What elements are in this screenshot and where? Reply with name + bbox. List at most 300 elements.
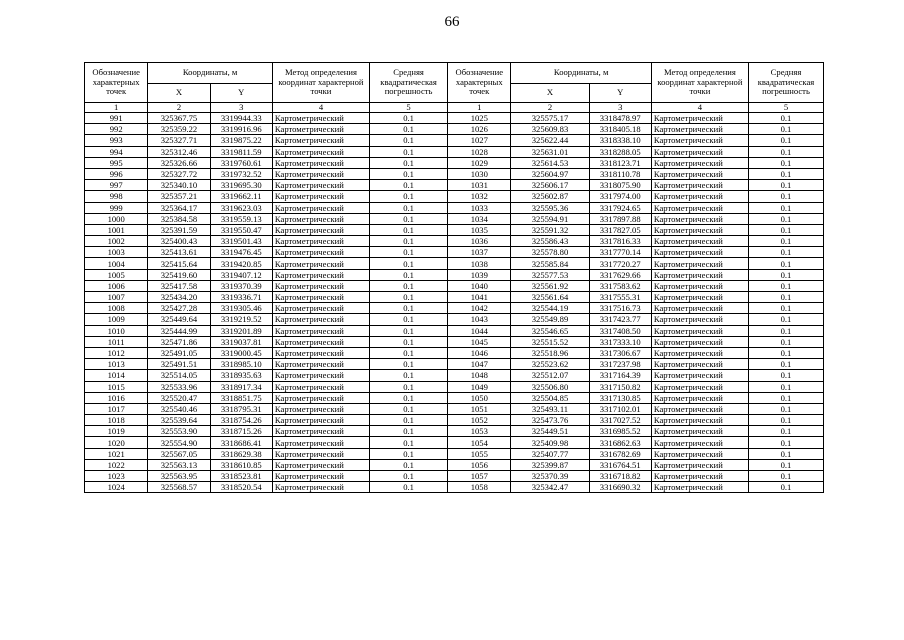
left-x-coordinate: 325326.66 [148, 157, 210, 168]
left-x-coordinate: 325553.90 [148, 426, 210, 437]
right-x-coordinate: 325606.17 [511, 180, 589, 191]
left-x-coordinate: 325419.60 [148, 269, 210, 280]
left-point-id: 995 [85, 157, 148, 168]
left-error: 0.1 [370, 381, 448, 392]
left-point-id: 1007 [85, 292, 148, 303]
table-row [85, 292, 824, 303]
right-error: 0.1 [748, 124, 823, 135]
right-y-coordinate: 3316764.51 [589, 459, 651, 470]
right-y-coordinate: 3317237.98 [589, 359, 651, 370]
left-point-id: 1024 [85, 482, 148, 493]
right-method: Картометрический [651, 124, 748, 135]
left-point-id: 1019 [85, 426, 148, 437]
left-y-coordinate: 3319370.39 [210, 280, 272, 291]
right-error: 0.1 [748, 336, 823, 347]
table-row [85, 314, 824, 325]
col-number: 5 [370, 103, 448, 113]
left-point-id: 1011 [85, 336, 148, 347]
left-method: Картометрический [272, 146, 369, 157]
left-error: 0.1 [370, 392, 448, 403]
right-point-id: 1045 [448, 336, 511, 347]
right-y-coordinate: 3317150.82 [589, 381, 651, 392]
left-y-coordinate: 3319219.52 [210, 314, 272, 325]
table-row [85, 347, 824, 358]
left-y-coordinate: 3318985.10 [210, 359, 272, 370]
right-point-id: 1025 [448, 113, 511, 124]
right-x-coordinate: 325515.52 [511, 336, 589, 347]
right-point-id: 1044 [448, 325, 511, 336]
left-x-coordinate: 325514.05 [148, 370, 210, 381]
left-point-id: 1010 [85, 325, 148, 336]
left-x-coordinate: 325359.22 [148, 124, 210, 135]
left-point-id: 997 [85, 180, 148, 191]
left-method: Картометрический [272, 180, 369, 191]
right-method: Картометрический [651, 359, 748, 370]
table-row [85, 157, 824, 168]
right-y-coordinate: 3316690.32 [589, 482, 651, 493]
right-x-coordinate: 325578.80 [511, 247, 589, 258]
right-point-id: 1053 [448, 426, 511, 437]
left-point-id: 1002 [85, 236, 148, 247]
left-x-coordinate: 325367.75 [148, 113, 210, 124]
right-error: 0.1 [748, 213, 823, 224]
left-y-coordinate: 3319201.89 [210, 325, 272, 336]
right-point-id: 1031 [448, 180, 511, 191]
left-x-coordinate: 325563.13 [148, 459, 210, 470]
table-row [85, 370, 824, 381]
left-point-id: 1005 [85, 269, 148, 280]
left-y-coordinate: 3319732.52 [210, 168, 272, 179]
right-y-coordinate: 3316782.69 [589, 448, 651, 459]
table-row [85, 247, 824, 258]
right-method: Картометрический [651, 247, 748, 258]
table-row [85, 336, 824, 347]
left-error: 0.1 [370, 258, 448, 269]
right-method: Картометрический [651, 113, 748, 124]
left-y-coordinate: 3319336.71 [210, 292, 272, 303]
left-x-coordinate: 325364.17 [148, 202, 210, 213]
right-point-id: 1049 [448, 381, 511, 392]
left-y-coordinate: 3318629.38 [210, 448, 272, 459]
right-point-id: 1027 [448, 135, 511, 146]
left-x-coordinate: 325340.10 [148, 180, 210, 191]
right-error: 0.1 [748, 269, 823, 280]
right-method: Картометрический [651, 236, 748, 247]
right-error: 0.1 [748, 471, 823, 482]
left-x-coordinate: 325434.20 [148, 292, 210, 303]
left-y-coordinate: 3319760.61 [210, 157, 272, 168]
left-method: Картометрический [272, 280, 369, 291]
left-y-coordinate: 3319000.45 [210, 347, 272, 358]
left-y-coordinate: 3319037.81 [210, 336, 272, 347]
left-method: Картометрический [272, 269, 369, 280]
table-row [85, 258, 824, 269]
right-point-id: 1033 [448, 202, 511, 213]
table-row [85, 113, 824, 124]
right-error: 0.1 [748, 191, 823, 202]
header-error-left: Средняя квадратическая погрешность [370, 63, 448, 103]
left-y-coordinate: 3318686.41 [210, 437, 272, 448]
right-y-coordinate: 3316985.52 [589, 426, 651, 437]
right-point-id: 1048 [448, 370, 511, 381]
right-error: 0.1 [748, 135, 823, 146]
right-method: Картометрический [651, 448, 748, 459]
left-method: Картометрический [272, 224, 369, 235]
left-error: 0.1 [370, 124, 448, 135]
left-method: Картометрический [272, 247, 369, 258]
left-method: Картометрический [272, 303, 369, 314]
left-method: Картометрический [272, 426, 369, 437]
right-method: Картометрический [651, 168, 748, 179]
left-error: 0.1 [370, 448, 448, 459]
right-x-coordinate: 325342.47 [511, 482, 589, 493]
header-method-left: Метод определения координат характерной точки [272, 63, 369, 103]
right-y-coordinate: 3318338.10 [589, 135, 651, 146]
col-number: 3 [589, 103, 651, 113]
left-method: Картометрический [272, 135, 369, 146]
right-point-id: 1026 [448, 124, 511, 135]
right-error: 0.1 [748, 426, 823, 437]
right-method: Картометрический [651, 459, 748, 470]
right-y-coordinate: 3317583.62 [589, 280, 651, 291]
right-method: Картометрический [651, 381, 748, 392]
left-y-coordinate: 3319550.47 [210, 224, 272, 235]
left-point-id: 1009 [85, 314, 148, 325]
left-error: 0.1 [370, 135, 448, 146]
left-method: Картометрический [272, 459, 369, 470]
left-error: 0.1 [370, 459, 448, 470]
left-x-coordinate: 325417.58 [148, 280, 210, 291]
right-error: 0.1 [748, 325, 823, 336]
right-y-coordinate: 3318288.05 [589, 146, 651, 157]
left-x-coordinate: 325491.51 [148, 359, 210, 370]
right-method: Картометрический [651, 280, 748, 291]
right-y-coordinate: 3318405.18 [589, 124, 651, 135]
right-method: Картометрический [651, 336, 748, 347]
header-y-right: Y [589, 84, 651, 103]
right-error: 0.1 [748, 347, 823, 358]
left-y-coordinate: 3318715.26 [210, 426, 272, 437]
right-error: 0.1 [748, 247, 823, 258]
table-row [85, 482, 824, 493]
left-x-coordinate: 325520.47 [148, 392, 210, 403]
left-method: Картометрический [272, 325, 369, 336]
right-y-coordinate: 3317555.31 [589, 292, 651, 303]
left-y-coordinate: 3319305.46 [210, 303, 272, 314]
left-error: 0.1 [370, 213, 448, 224]
table-row [85, 459, 824, 470]
right-x-coordinate: 325561.92 [511, 280, 589, 291]
right-point-id: 1037 [448, 247, 511, 258]
right-error: 0.1 [748, 482, 823, 493]
left-method: Картометрический [272, 113, 369, 124]
table-row [85, 269, 824, 280]
header-x-left: X [148, 84, 210, 103]
left-point-id: 1023 [85, 471, 148, 482]
header-error-right: Средняя квадратическая погрешность [748, 63, 823, 103]
coordinates-table [84, 62, 824, 493]
right-y-coordinate: 3318478.97 [589, 113, 651, 124]
left-x-coordinate: 325312.46 [148, 146, 210, 157]
left-x-coordinate: 325563.95 [148, 471, 210, 482]
right-method: Картометрический [651, 157, 748, 168]
right-y-coordinate: 3317720.27 [589, 258, 651, 269]
right-error: 0.1 [748, 448, 823, 459]
left-y-coordinate: 3319623.03 [210, 202, 272, 213]
right-x-coordinate: 325409.98 [511, 437, 589, 448]
right-y-coordinate: 3317423.77 [589, 314, 651, 325]
left-point-id: 991 [85, 113, 148, 124]
right-x-coordinate: 325604.97 [511, 168, 589, 179]
right-x-coordinate: 325546.65 [511, 325, 589, 336]
right-method: Картометрический [651, 392, 748, 403]
left-error: 0.1 [370, 236, 448, 247]
table-row [85, 381, 824, 392]
left-point-id: 1013 [85, 359, 148, 370]
left-x-coordinate: 325449.64 [148, 314, 210, 325]
right-x-coordinate: 325512.07 [511, 370, 589, 381]
left-point-id: 1018 [85, 415, 148, 426]
left-error: 0.1 [370, 269, 448, 280]
right-x-coordinate: 325609.83 [511, 124, 589, 135]
left-method: Картометрический [272, 336, 369, 347]
right-y-coordinate: 3317102.01 [589, 403, 651, 414]
right-error: 0.1 [748, 359, 823, 370]
header-method-right: Метод определения координат характерной точки [651, 63, 748, 103]
left-point-id: 998 [85, 191, 148, 202]
right-method: Картометрический [651, 471, 748, 482]
left-y-coordinate: 3318851.75 [210, 392, 272, 403]
left-error: 0.1 [370, 168, 448, 179]
left-y-coordinate: 3319407.12 [210, 269, 272, 280]
table-row [85, 448, 824, 459]
table-row [85, 236, 824, 247]
left-y-coordinate: 3319559.13 [210, 213, 272, 224]
left-method: Картометрический [272, 403, 369, 414]
left-error: 0.1 [370, 415, 448, 426]
right-point-id: 1054 [448, 437, 511, 448]
left-error: 0.1 [370, 202, 448, 213]
right-error: 0.1 [748, 258, 823, 269]
right-method: Картометрический [651, 314, 748, 325]
right-point-id: 1058 [448, 482, 511, 493]
left-x-coordinate: 325384.58 [148, 213, 210, 224]
col-number: 2 [148, 103, 210, 113]
left-y-coordinate: 3319944.33 [210, 113, 272, 124]
right-point-id: 1041 [448, 292, 511, 303]
right-point-id: 1039 [448, 269, 511, 280]
left-method: Картометрический [272, 482, 369, 493]
left-error: 0.1 [370, 336, 448, 347]
right-point-id: 1042 [448, 303, 511, 314]
left-x-coordinate: 325415.64 [148, 258, 210, 269]
left-x-coordinate: 325567.05 [148, 448, 210, 459]
right-method: Картометрический [651, 415, 748, 426]
header-y-left: Y [210, 84, 272, 103]
left-method: Картометрический [272, 202, 369, 213]
right-point-id: 1043 [448, 314, 511, 325]
left-x-coordinate: 325413.61 [148, 247, 210, 258]
left-point-id: 1014 [85, 370, 148, 381]
col-number: 4 [651, 103, 748, 113]
left-method: Картометрический [272, 292, 369, 303]
right-error: 0.1 [748, 370, 823, 381]
left-point-id: 1017 [85, 403, 148, 414]
left-point-id: 1000 [85, 213, 148, 224]
left-method: Картометрический [272, 370, 369, 381]
table-row [85, 213, 824, 224]
left-method: Картометрический [272, 191, 369, 202]
right-x-coordinate: 325594.91 [511, 213, 589, 224]
left-method: Картометрический [272, 448, 369, 459]
col-number: 1 [85, 103, 148, 113]
right-method: Картометрический [651, 146, 748, 157]
right-method: Картометрический [651, 224, 748, 235]
right-x-coordinate: 325399.87 [511, 459, 589, 470]
left-y-coordinate: 3319501.43 [210, 236, 272, 247]
left-method: Картометрический [272, 124, 369, 135]
left-x-coordinate: 325357.21 [148, 191, 210, 202]
left-x-coordinate: 325391.59 [148, 224, 210, 235]
left-method: Картометрический [272, 168, 369, 179]
left-method: Картометрический [272, 347, 369, 358]
right-y-coordinate: 3317306.67 [589, 347, 651, 358]
right-method: Картометрический [651, 191, 748, 202]
header-point-right: Обозначение характерных точек [448, 63, 511, 103]
right-point-id: 1055 [448, 448, 511, 459]
table-row [85, 415, 824, 426]
table-row [85, 426, 824, 437]
page-number: 66 [444, 14, 460, 30]
left-method: Картометрический [272, 392, 369, 403]
right-y-coordinate: 3317924.65 [589, 202, 651, 213]
left-x-coordinate: 325444.99 [148, 325, 210, 336]
left-error: 0.1 [370, 146, 448, 157]
left-y-coordinate: 3319420.85 [210, 258, 272, 269]
right-error: 0.1 [748, 224, 823, 235]
right-point-id: 1029 [448, 157, 511, 168]
table-row [85, 392, 824, 403]
right-y-coordinate: 3318075.90 [589, 180, 651, 191]
right-x-coordinate: 325370.39 [511, 471, 589, 482]
right-point-id: 1057 [448, 471, 511, 482]
right-point-id: 1030 [448, 168, 511, 179]
left-method: Картометрический [272, 471, 369, 482]
right-method: Картометрический [651, 325, 748, 336]
right-error: 0.1 [748, 157, 823, 168]
right-point-id: 1051 [448, 403, 511, 414]
left-point-id: 996 [85, 168, 148, 179]
right-x-coordinate: 325407.77 [511, 448, 589, 459]
header-coords-right: Координаты, м [511, 63, 651, 84]
right-x-coordinate: 325585.84 [511, 258, 589, 269]
left-error: 0.1 [370, 292, 448, 303]
right-error: 0.1 [748, 168, 823, 179]
right-point-id: 1046 [448, 347, 511, 358]
table-header [85, 63, 824, 113]
right-error: 0.1 [748, 403, 823, 414]
right-point-id: 1036 [448, 236, 511, 247]
right-x-coordinate: 325561.64 [511, 292, 589, 303]
table-body [85, 113, 824, 493]
left-point-id: 994 [85, 146, 148, 157]
left-error: 0.1 [370, 482, 448, 493]
left-error: 0.1 [370, 180, 448, 191]
right-y-coordinate: 3317516.73 [589, 303, 651, 314]
left-y-coordinate: 3319662.11 [210, 191, 272, 202]
left-y-coordinate: 3318610.85 [210, 459, 272, 470]
left-x-coordinate: 325327.72 [148, 168, 210, 179]
left-y-coordinate: 3319875.22 [210, 135, 272, 146]
left-point-id: 1003 [85, 247, 148, 258]
header-x-right: X [511, 84, 589, 103]
right-y-coordinate: 3317130.85 [589, 392, 651, 403]
right-point-id: 1040 [448, 280, 511, 291]
right-error: 0.1 [748, 113, 823, 124]
right-error: 0.1 [748, 280, 823, 291]
right-x-coordinate: 325595.36 [511, 202, 589, 213]
right-point-id: 1035 [448, 224, 511, 235]
left-point-id: 1004 [85, 258, 148, 269]
right-error: 0.1 [748, 236, 823, 247]
right-x-coordinate: 325506.80 [511, 381, 589, 392]
right-point-id: 1034 [448, 213, 511, 224]
right-y-coordinate: 3317333.10 [589, 336, 651, 347]
left-point-id: 992 [85, 124, 148, 135]
left-method: Картометрический [272, 359, 369, 370]
right-error: 0.1 [748, 392, 823, 403]
right-x-coordinate: 325549.89 [511, 314, 589, 325]
left-error: 0.1 [370, 347, 448, 358]
right-error: 0.1 [748, 381, 823, 392]
left-error: 0.1 [370, 247, 448, 258]
right-point-id: 1028 [448, 146, 511, 157]
right-error: 0.1 [748, 459, 823, 470]
left-error: 0.1 [370, 426, 448, 437]
right-method: Картометрический [651, 292, 748, 303]
right-method: Картометрический [651, 213, 748, 224]
right-y-coordinate: 3316862.63 [589, 437, 651, 448]
table-row [85, 471, 824, 482]
left-error: 0.1 [370, 471, 448, 482]
left-point-id: 1021 [85, 448, 148, 459]
right-point-id: 1050 [448, 392, 511, 403]
right-method: Картометрический [651, 482, 748, 493]
table-row [85, 325, 824, 336]
col-number: 3 [210, 103, 272, 113]
right-y-coordinate: 3316718.82 [589, 471, 651, 482]
left-error: 0.1 [370, 403, 448, 414]
right-point-id: 1047 [448, 359, 511, 370]
right-method: Картометрический [651, 135, 748, 146]
right-error: 0.1 [748, 437, 823, 448]
left-point-id: 1015 [85, 381, 148, 392]
right-method: Картометрический [651, 347, 748, 358]
col-number: 2 [511, 103, 589, 113]
left-y-coordinate: 3319916.96 [210, 124, 272, 135]
left-method: Картометрический [272, 314, 369, 325]
left-y-coordinate: 3318754.26 [210, 415, 272, 426]
right-error: 0.1 [748, 314, 823, 325]
right-x-coordinate: 325504.85 [511, 392, 589, 403]
left-method: Картометрический [272, 236, 369, 247]
left-method: Картометрический [272, 415, 369, 426]
left-error: 0.1 [370, 303, 448, 314]
right-error: 0.1 [748, 415, 823, 426]
left-point-id: 1006 [85, 280, 148, 291]
left-point-id: 1016 [85, 392, 148, 403]
right-x-coordinate: 325575.17 [511, 113, 589, 124]
